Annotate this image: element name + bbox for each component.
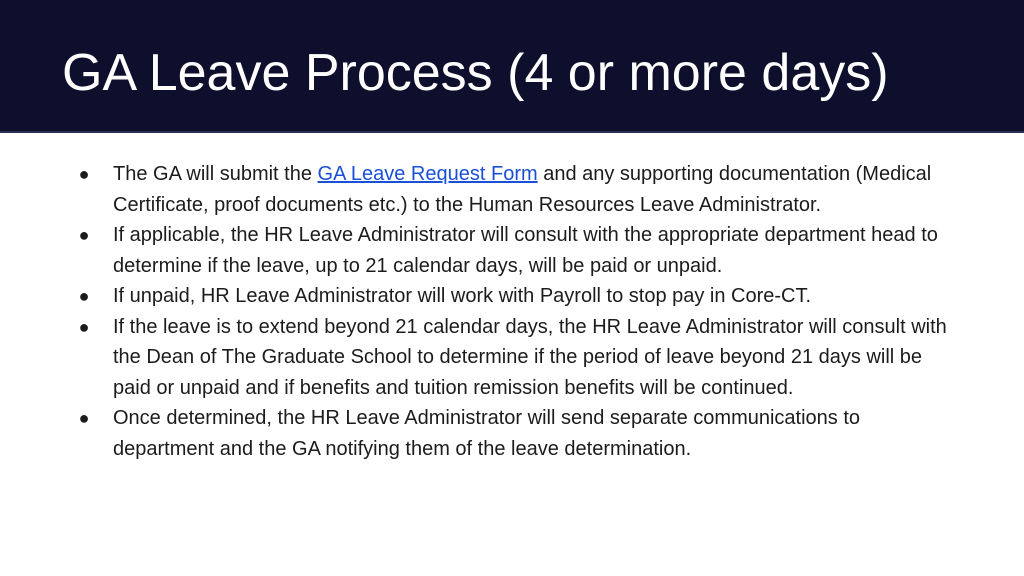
bullet-list bbox=[0, 159, 1024, 464]
bullet-dot-icon: ● bbox=[78, 408, 90, 428]
bullet-text: Once determined, the HR Leave Administrator will send separate communications to department and the GA notifying them of the leave determination. bbox=[113, 407, 861, 460]
bullet-text: If applicable, the HR Leave Administrator will consult with the appropriate department head to determine if the leave, up to 21 calendar days, will be paid or unpaid. bbox=[113, 224, 938, 277]
bullet-text: If the leave is to extend beyond 21 calendar days, the HR Leave Administrator will consult with the Dean of The Graduate School to determine if the period of leave beyond 21 days will be paid or unpaid and if benefits and tuition remission benefits will be continued. bbox=[113, 315, 947, 399]
bullet-item-notification bbox=[0, 403, 1024, 464]
slide-title: GA Leave Process (4 or more days) bbox=[62, 44, 889, 102]
bullet-item-unpaid-payroll bbox=[0, 281, 1024, 312]
bullet-text-before-link: The GA will submit the bbox=[113, 163, 318, 185]
bullet-dot-icon: ● bbox=[78, 286, 90, 306]
bullet-item-extended-leave bbox=[0, 312, 1024, 404]
slide-content bbox=[0, 159, 1024, 464]
title-bar bbox=[0, 0, 1024, 133]
bullet-dot-icon: ● bbox=[78, 316, 90, 337]
bullet-dot-icon: ● bbox=[78, 225, 90, 245]
bullet-item-consult-department bbox=[0, 220, 1024, 281]
bullet-item-submit-form bbox=[0, 159, 1024, 220]
bullet-text: If unpaid, HR Leave Administrator will work with Payroll to stop pay in Core-CT. bbox=[113, 285, 812, 307]
bullet-dot-icon: ● bbox=[78, 164, 90, 184]
ga-leave-request-form-link[interactable]: GA Leave Request Form bbox=[317, 163, 538, 185]
bullet-text-after-link: and any supporting documentation (Medical Certificate, proof documents etc.) to the Human Resources Leave Administrator. bbox=[113, 163, 932, 216]
